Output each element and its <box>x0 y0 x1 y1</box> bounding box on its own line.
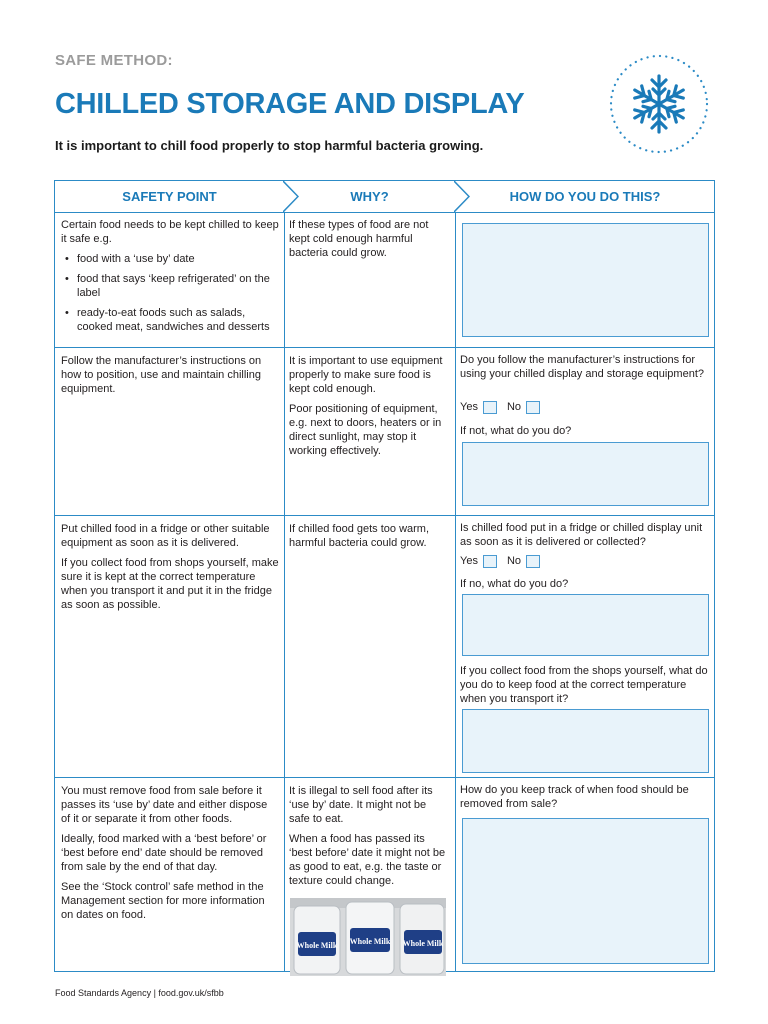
footer: Food Standards Agency | food.gov.uk/sfbb <box>55 988 224 998</box>
page-kicker: SAFE METHOD: <box>55 52 173 69</box>
why-text: It is important to use equipment properly to make sure food is kept cold enough. <box>289 355 443 395</box>
safety-point-cell <box>61 784 279 928</box>
list-item: • food that says ‘keep refrigerated’ on the label <box>71 272 279 300</box>
table-row <box>55 516 714 778</box>
milk-label-text: Whole Milk <box>402 939 444 948</box>
why-cell <box>289 218 449 266</box>
table-row <box>55 212 714 348</box>
answer-box[interactable] <box>462 594 709 656</box>
why-text: Poor positioning of equipment, e.g. next to doors, heaters or in direct sunlight, may stop it working effectively. <box>289 403 442 457</box>
snowflake-icon <box>607 52 711 156</box>
table-header <box>55 181 714 213</box>
milk-label-text: Whole Milk <box>349 937 391 946</box>
yes-label: Yes <box>460 555 478 567</box>
safety-point-cell <box>61 218 279 340</box>
milk-bottles-photo <box>290 898 446 976</box>
question-text: Do you follow the manufacturer’s instructions for using your chilled display and storage equipment? <box>460 354 704 380</box>
header-arrow-divider <box>454 181 470 212</box>
safe-method-table <box>54 180 715 972</box>
safety-point-text: See the ‘Stock control’ safe method in the Management section for more information on dates on food. <box>61 881 265 921</box>
why-text: When a food has passed its ‘best before’ date it might not be as good to eat, e.g. the taste or texture could change. <box>289 833 446 887</box>
answer-box[interactable] <box>462 223 709 337</box>
bullet-list <box>61 252 279 334</box>
list-item: • food with a ‘use by’ date <box>71 252 279 266</box>
yes-no-group <box>460 554 550 568</box>
safety-point-text: Put chilled food in a fridge or other suitable equipment as soon as it is delivered. <box>61 523 270 549</box>
no-checkbox[interactable] <box>526 555 540 568</box>
table-row <box>55 778 714 972</box>
answer-box[interactable] <box>462 442 709 506</box>
question-text: If you collect food from the shops yourself, what do you do to keep food at the correct temperature when you transport it? <box>460 665 708 705</box>
safety-point-text: Ideally, food marked with a ‘best before’ or ‘best before end’ date should be removed from sale by the end of that day. <box>61 833 267 873</box>
safety-point-cell <box>61 354 279 402</box>
why-cell <box>289 522 449 556</box>
yes-checkbox[interactable] <box>483 401 497 414</box>
why-cell <box>289 784 449 894</box>
table-row <box>55 348 714 516</box>
question-text: How do you keep track of when food should be removed from sale? <box>460 784 689 810</box>
safety-point-text: Follow the manufacturer’s instructions on how to position, use and maintain chilling equipment. <box>61 355 262 395</box>
header-arrow-divider <box>283 181 299 212</box>
why-text: If chilled food gets too warm, harmful bacteria could grow. <box>289 523 430 549</box>
column-header-how: HOW DO YOU DO THIS? <box>509 189 661 204</box>
safety-point-cell <box>61 522 279 618</box>
no-label: No <box>506 555 522 567</box>
no-checkbox[interactable] <box>526 401 540 414</box>
safety-point-text: Certain food needs to be kept chilled to keep it safe e.g. <box>61 219 279 245</box>
followup-text: If no, what do you do? <box>460 578 569 590</box>
column-header-why: WHY? <box>350 189 389 204</box>
followup-text: If not, what do you do? <box>460 425 572 437</box>
yes-label: Yes <box>460 401 478 413</box>
no-label: No <box>506 401 522 413</box>
answer-box[interactable] <box>462 709 709 773</box>
why-text: It is illegal to sell food after its ‘use by’ date. It might not be safe to eat. <box>289 785 433 825</box>
milk-label-text: Whole Milk <box>296 941 338 950</box>
why-text: If these types of food are not kept cold enough harmful bacteria could grow. <box>289 219 429 259</box>
yes-checkbox[interactable] <box>483 555 497 568</box>
intro-text: It is important to chill food properly to stop harmful bacteria growing. <box>55 138 484 153</box>
list-item: • ready-to-eat foods such as salads, cooked meat, sandwiches and desserts <box>71 306 279 334</box>
yes-no-group <box>460 400 550 414</box>
safety-point-text: If you collect food from shops yourself, make sure it is kept at the correct temperature when you transport it and put it in the fridge as soon as possible. <box>61 557 279 611</box>
page-title: CHILLED STORAGE AND DISPLAY <box>55 88 525 120</box>
answer-box[interactable] <box>462 818 709 964</box>
question-text: Is chilled food put in a fridge or chilled display unit as soon as it is delivered or collected? <box>460 522 703 548</box>
safety-point-text: You must remove food from sale before it passes its ‘use by’ date and either dispose of it or separate it from other foods. <box>61 785 268 825</box>
why-cell <box>289 354 449 464</box>
column-header-safety-point: SAFETY POINT <box>122 189 217 204</box>
